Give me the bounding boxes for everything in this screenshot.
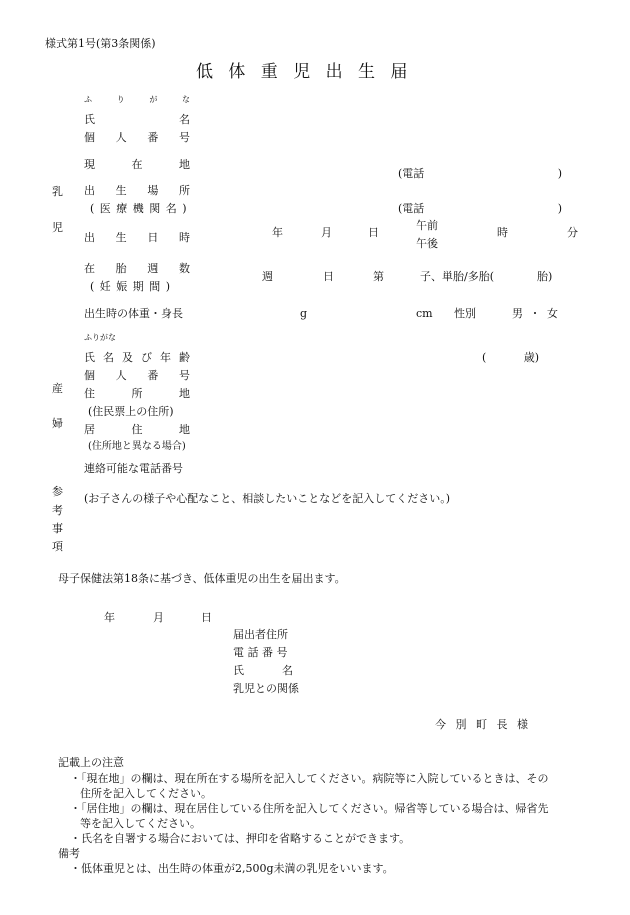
mother-age-unit: ( 歳) [482, 351, 540, 364]
notifier-address-label: 届出者住所 [233, 628, 288, 641]
gestation-day: 日 [323, 270, 334, 283]
infant-address-label: 現 在 地 [84, 158, 190, 171]
mother-label-2: 婦 [52, 417, 63, 430]
fetus-count: 胎) [537, 270, 553, 283]
ampm-am: 午前 [416, 219, 438, 232]
sex-label: 性別 [454, 307, 476, 320]
child-multi: 子、単胎/多胎( [420, 270, 494, 283]
date-year: 年 [104, 611, 115, 624]
mother-phone-label: 連絡可能な電話番号 [84, 462, 183, 475]
birthdate-label: 出 生 日 時 [84, 231, 190, 244]
date-month: 月 [153, 611, 164, 624]
notifier-relation-label: 乳児との関係 [233, 682, 299, 695]
mother-residence-sub: (住所地と異なる場合) [88, 441, 186, 452]
mother-residence-label: 居 住 地 [84, 423, 190, 436]
birth-hour: 時 [497, 226, 508, 239]
form-number: 様式第1号(第3条関係) [45, 37, 156, 50]
declaration: 母子保健法第18条に基づき、低体重児の出生を届出ます。 [58, 572, 346, 585]
notifier-phone-label: 電 話 番 号 [233, 646, 288, 659]
mother-address-sub: (住民票上の住所) [88, 405, 174, 418]
weight-label: 出生時の体重・身長 [84, 307, 183, 320]
gestation-sub: ( 妊 娠 期 間 ) [90, 280, 172, 293]
form-title: 低 体 重 児 出 生 届 [196, 62, 408, 82]
gestation-week: 週 [262, 270, 273, 283]
birth-day: 日 [368, 226, 379, 239]
mother-label-1: 産 [52, 382, 63, 395]
gestation-label: 在 胎 週 数 [84, 262, 190, 275]
birthplace-label: 出 生 場 所 [84, 184, 190, 197]
mother-name-age-label: 氏 名 及 び 年 齢 [84, 351, 190, 364]
infant-id-label: 個 人 番 号 [84, 131, 190, 144]
instructions-heading: 記載上の注意 [58, 756, 124, 769]
infant-name-label: 氏 名 [84, 113, 190, 126]
weight-unit: g [300, 307, 308, 320]
sex-options: 男 ・ 女 [512, 307, 558, 320]
birth-year: 年 [272, 226, 283, 239]
notifier-name-label: 氏 名 [233, 664, 293, 677]
mother-address-label: 住 所 地 [84, 387, 190, 400]
notes-label-1: 参 [52, 485, 63, 498]
birth-minute: 分 [567, 226, 578, 239]
ampm-pm: 午後 [416, 237, 438, 250]
instruction-item: ・氏名を自署する場合においては、押印を省略することができます。 [70, 832, 411, 845]
mother-id-label: 個 人 番 号 [84, 369, 190, 382]
birthplace-sub: ( 医 療 機 関 名 ) [90, 202, 188, 215]
birthplace-tel: (電話 ) [398, 202, 563, 215]
remarks-heading: 備考 [58, 847, 80, 860]
instruction-item: ・「現在地」の欄は、現在所在する場所を記入してください。病院等に入院しているときは、その [70, 772, 549, 785]
notes-label-3: 事 [52, 522, 63, 535]
remarks-text: ・低体重児とは、出生時の体重が2,500g未満の乳児をいいます。 [70, 862, 394, 875]
infant-address-tel: (電話 ) [398, 167, 563, 180]
infant-label-1: 乳 [52, 185, 63, 198]
notes-label-4: 項 [52, 540, 63, 553]
instruction-item: 等を記入してください。 [80, 817, 201, 830]
infant-furigana-label: ふ り が な [84, 95, 190, 104]
infant-label-2: 児 [52, 221, 63, 234]
height-unit: cm [416, 307, 433, 320]
date-day: 日 [201, 611, 212, 624]
notes-text: (お子さんの様子や心配なこと、相談したいことなどを記入してください。) [84, 492, 451, 505]
instruction-item: ・「居住地」の欄は、現在居住している住所を記入してください。帰省等している場合は、帰省先 [70, 802, 549, 815]
birth-order: 第 [373, 270, 384, 283]
birth-month: 月 [321, 226, 332, 239]
notes-label-2: 考 [52, 504, 63, 517]
mother-furigana: ふりがな [84, 333, 116, 342]
addressee: 今 別 町 長 様 [435, 718, 528, 731]
instruction-item: 住所を記入してください。 [80, 787, 212, 800]
